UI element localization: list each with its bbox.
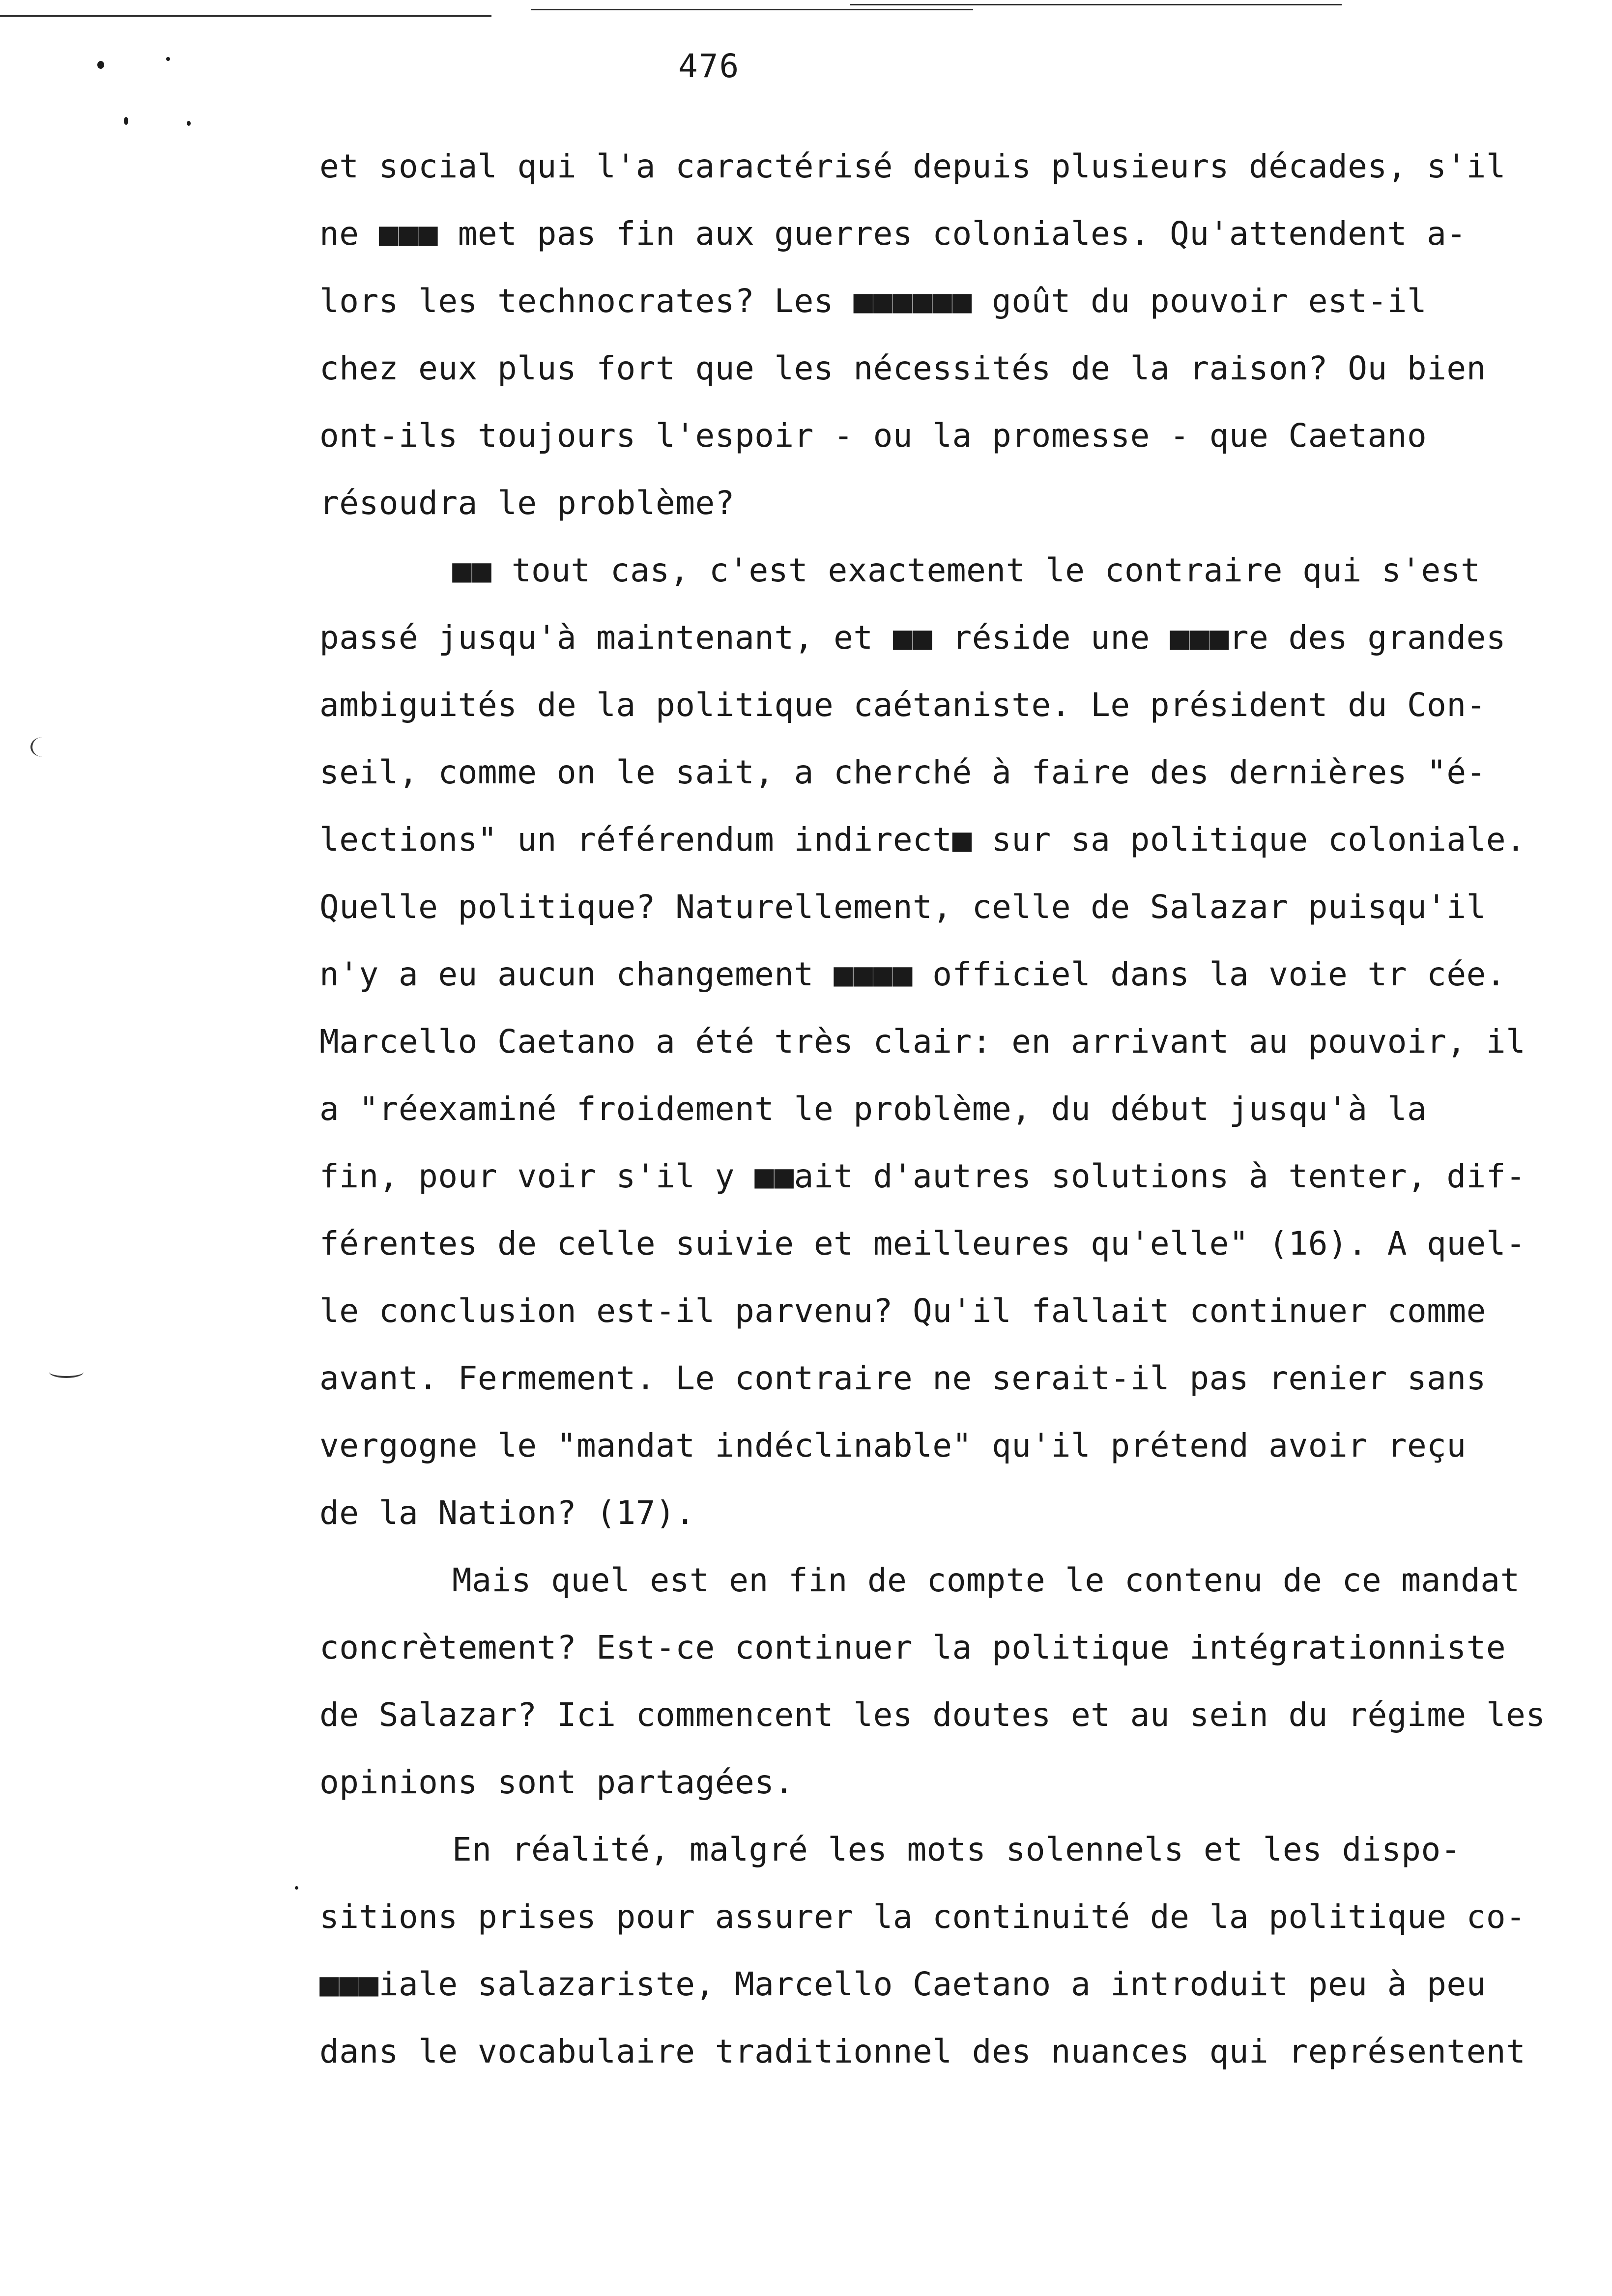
page-number: 476 — [678, 47, 740, 85]
text-line: dans le vocabulaire traditionnel des nuances qui représentent — [319, 2033, 1526, 2070]
body-text — [319, 133, 1597, 2085]
scan-dot — [166, 57, 170, 61]
text-line: avant. Fermement. Le contraire ne serait-il pas renier sans — [319, 1359, 1486, 1397]
text-line: Mais quel est en fin de compte le contenu de ce mandat — [452, 1561, 1520, 1599]
text-line: et social qui l'a caractérisé depuis plusieurs décades, s'il — [319, 147, 1506, 185]
text-line: Marcello Caetano a été très clair: en arrivant au pouvoir, il — [319, 1023, 1526, 1061]
margin-mark — [49, 1366, 84, 1378]
text-line: concrètement? Est-ce continuer la politique intégrationniste — [319, 1629, 1506, 1666]
text-line: Quelle politique? Naturellement, celle de Salazar puisqu'il — [319, 888, 1486, 926]
scan-dot — [295, 1886, 298, 1890]
text-line: n'y a eu aucun changement ■■■■ officiel dans la voie tr cée. — [319, 955, 1506, 993]
text-line: ont-ils toujours l'espoir - ou la promesse - que Caetano — [319, 417, 1427, 455]
text-line: sitions prises pour assurer la continuité de la politique co- — [319, 1898, 1526, 1936]
margin-mark — [30, 737, 54, 757]
text-line: ne ■■■ met pas fin aux guerres coloniales. Qu'attendent a- — [319, 215, 1467, 253]
text-line: le conclusion est-il parvenu? Qu'il fallait continuer comme — [319, 1292, 1486, 1330]
text-line: opinions sont partagées. — [319, 1763, 794, 1801]
text-line: seil, comme on le sait, a cherché à faire des dernières "é- — [319, 753, 1486, 791]
text-line: chez eux plus fort que les nécessités de la raison? Ou bien — [319, 349, 1486, 387]
text-line: lections" un référendum indirect■ sur sa politique coloniale. — [319, 821, 1526, 859]
text-line: de Salazar? Ici commencent les doutes et au sein du régime les — [319, 1696, 1546, 1734]
text-line: passé jusqu'à maintenant, et ■■ réside une ■■■re des grandes — [319, 619, 1506, 657]
scan-dot — [124, 117, 128, 125]
text-line: lors les technocrates? Les ■■■■■■ goût du pouvoir est-il — [319, 282, 1427, 320]
text-line: résoudra le problème? — [319, 484, 735, 522]
text-line: ■■■iale salazariste, Marcello Caetano a introduit peu à peu — [319, 1965, 1486, 2003]
text-line: ambiguités de la politique caétaniste. Le président du Con- — [319, 686, 1486, 724]
text-line: a "réexaminé froidement le problème, du début jusqu'à la — [319, 1090, 1427, 1128]
top-edge-rule — [531, 9, 973, 10]
text-line: de la Nation? (17). — [319, 1494, 695, 1532]
text-line: férentes de celle suivie et meilleures qu'elle" (16). A quel- — [319, 1225, 1526, 1263]
top-edge-rule — [0, 15, 491, 17]
scan-dot — [187, 121, 191, 126]
text-line: En réalité, malgré les mots solennels et les dispo- — [452, 1831, 1461, 1868]
top-edge-rule — [850, 4, 1342, 5]
text-line: ■■ tout cas, c'est exactement le contraire qui s'est — [452, 551, 1481, 589]
text-line: fin, pour voir s'il y ■■ait d'autres solutions à tenter, dif- — [319, 1157, 1526, 1195]
text-line: vergogne le "mandat indéclinable" qu'il prétend avoir reçu — [319, 1427, 1467, 1464]
scan-dot — [97, 61, 104, 69]
